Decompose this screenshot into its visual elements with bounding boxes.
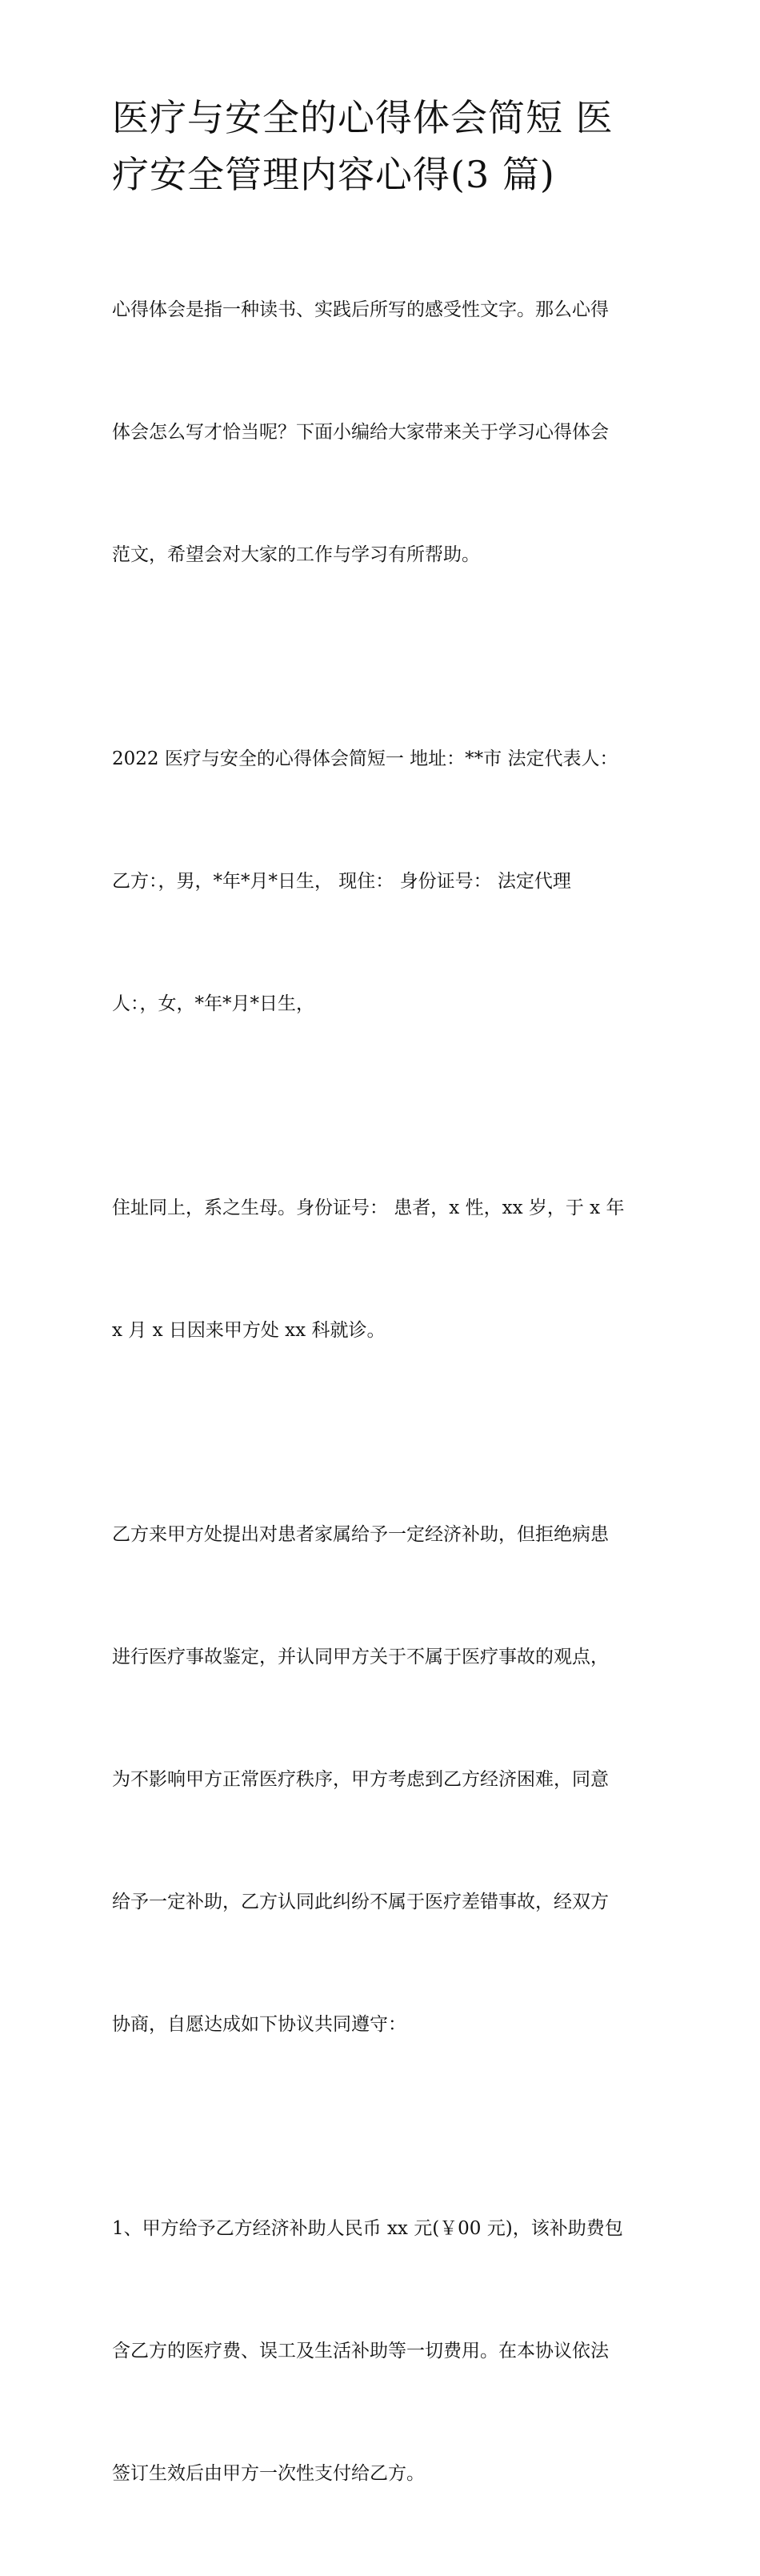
text-line: 范文，希望会对大家的工作与学习有所帮助。	[112, 544, 480, 565]
text-line: 人：，女，*年*月*日生，	[112, 993, 314, 1014]
text-line: 住址同上，系之生母。身份证号： 患者，x 性，xx 岁，于 x 年	[112, 1198, 625, 1218]
text-line: 为不影响甲方正常医疗秩序，甲方考虑到乙方经济困难，同意	[112, 1769, 609, 1790]
text-line: 签订生效后由甲方一次性支付给乙方。	[112, 2463, 425, 2484]
text-line: 心得体会是指一种读书、实践后所写的感受性文字。那么心得	[112, 299, 609, 320]
paragraph-clause-1	[112, 2127, 650, 2576]
document-title	[112, 90, 650, 203]
text-line: 给予一定补助，乙方认同此纠纷不属于医疗差错事故，经双方	[112, 1892, 609, 1912]
paragraph-address	[112, 1106, 650, 1433]
paragraph-intro	[112, 208, 650, 657]
title-line: 医疗与安全的心得体会简短 医	[112, 96, 614, 139]
paragraph-agreement	[112, 1433, 650, 2127]
text-line: 协商，自愿达成如下协议共同遵守：	[112, 2014, 406, 2035]
paragraph-parties	[112, 657, 650, 1106]
text-line: x 月 x 日因来甲方处 xx 科就诊。	[112, 1320, 386, 1341]
text-line: 含乙方的医疗费、误工及生活补助等一切费用。在本协议依法	[112, 2341, 609, 2361]
text-line: 1、甲方给予乙方经济补助人民币 xx 元(￥00 元)，该补助费包	[112, 2218, 623, 2239]
title-line: 疗安全管理内容心得(3 篇)	[112, 153, 555, 196]
text-line: 2022 医疗与安全的心得体会简短一 地址：**市 法定代表人：	[112, 748, 618, 769]
text-line: 乙方：，男，*年*月*日生， 现住： 身份证号： 法定代理	[112, 871, 571, 892]
text-line: 体会怎么写才恰当呢？下面小编给大家带来关于学习心得体会	[112, 422, 609, 443]
document-page	[112, 90, 650, 2576]
text-line: 进行医疗事故鉴定，并认同甲方关于不属于医疗事故的观点，	[112, 1647, 609, 1667]
text-line: 乙方来甲方处提出对患者家属给予一定经济补助，但拒绝病患	[112, 1524, 609, 1545]
